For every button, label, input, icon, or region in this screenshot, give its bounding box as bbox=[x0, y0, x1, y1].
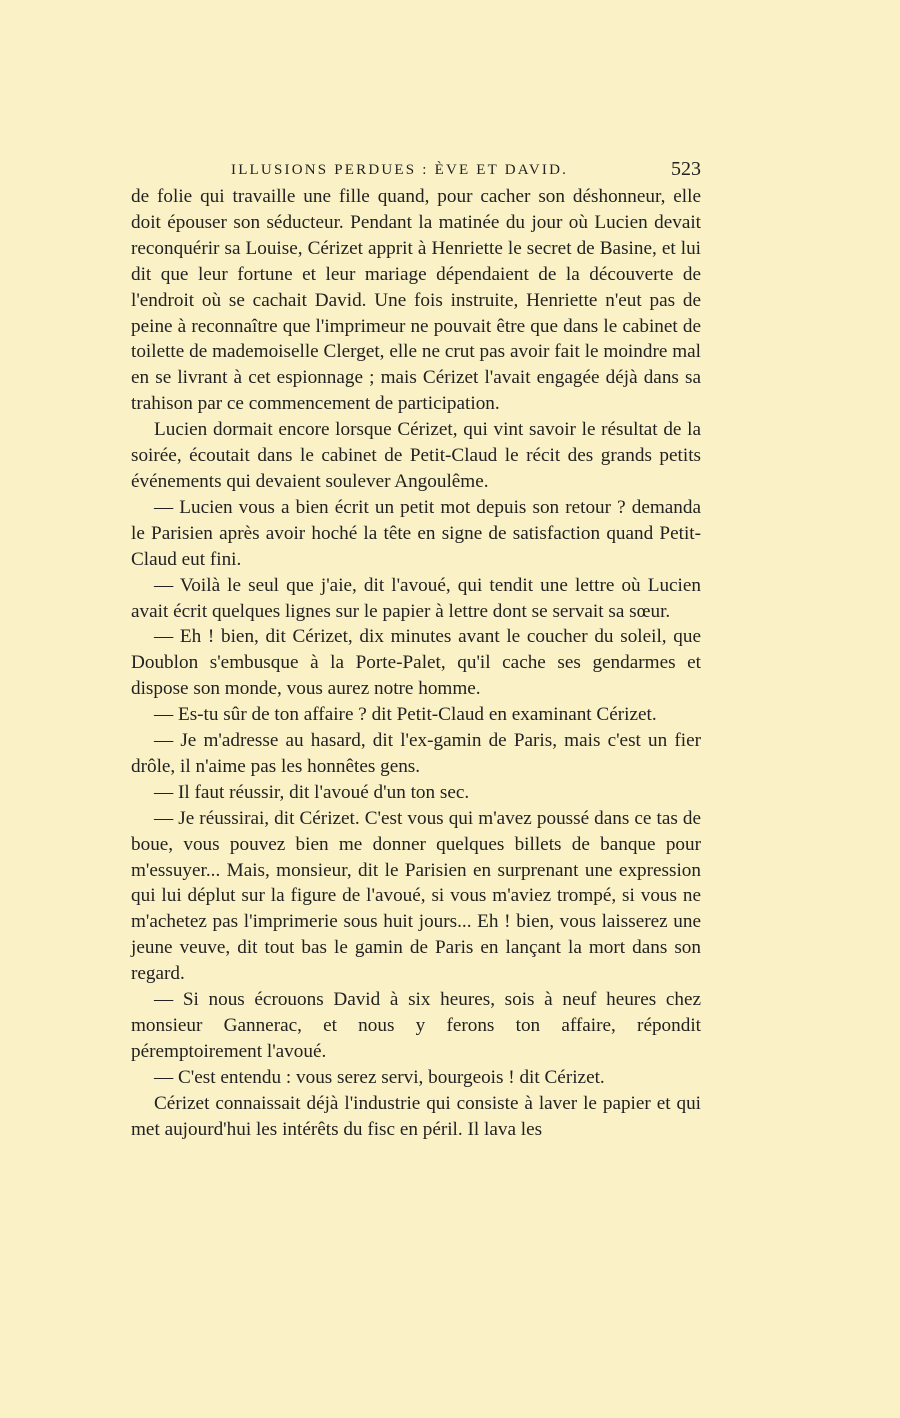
body-text bbox=[131, 184, 701, 1143]
paragraph: — Lucien vous a bien écrit un petit mot depuis son retour ? demanda le Parisien après avoir hoché la tête en signe de satisfaction quand Petit-Claud eut fini. bbox=[131, 496, 701, 570]
paragraph: — Si nous écrouons David à six heures, sois à neuf heures chez monsieur Gannerac, et nous y ferons ton affaire, répondit péremptoirement l'avoué. bbox=[131, 989, 701, 1062]
paragraph: Cérizet connaissait déjà l'industrie qui consiste à laver le papier et qui met aujourd'hui les intérêts du fisc en péril. Il lava les bbox=[131, 1092, 701, 1140]
paragraph: — Voilà le seul que j'aie, dit l'avoué, qui tendit une lettre où Lucien avait écrit quelques lignes sur le papier à lettre dont se servait sa sœur. bbox=[131, 574, 701, 622]
paragraph: — Je m'adresse au hasard, dit l'ex-gamin de Paris, mais c'est un fier drôle, il n'aime pas les honnêtes gens. bbox=[131, 730, 701, 777]
running-title: ILLUSIONS PERDUES : ÈVE ET DAVID. bbox=[231, 162, 569, 178]
paragraph: — Il faut réussir, dit l'avoué d'un ton sec. bbox=[154, 781, 470, 803]
paragraph: — Eh ! bien, dit Cérizet, dix minutes avant le coucher du soleil, que Doublon s'embusque à la Porte-Palet, qu'il cache ses gendarmes et dispose son monde, vous aurez notre homme. bbox=[131, 626, 701, 700]
paragraph: — Es-tu sûr de ton affaire ? dit Petit-Claud en examinant Cérizet. bbox=[154, 704, 657, 726]
paragraph: de folie qui travaille une fille quand, pour cacher son déshonneur, elle doit épouser son séducteur. Pendant la matinée du jour où Lucien devait reconquérir sa Louise, Cérizet apprit à Henriette le secret de Basine, et lui dit que leur fortune et leur mariage dépendaient de la découverte de l'endroit où se cachait David. Une fois instruite, Henriette n'eut pas de peine à reconnaître que l'imprimeur ne pouvait être que dans le cabinet de toilette de mademoiselle Clerget, elle ne crut pas avoir fait le moindre mal en se livrant à cet espionnage ; mais Cérizet l'avait engagée déjà dans sa trahison par ce commencement de participation. bbox=[131, 186, 701, 415]
paragraph: — C'est entendu : vous serez servi, bourgeois ! dit Cérizet. bbox=[154, 1066, 605, 1088]
paragraph: Lucien dormait encore lorsque Cérizet, qui vint savoir le résultat de la soirée, écoutait dans le cabinet de Petit-Claud le récit des grands petits événements qui devaient soulever Angoulême. bbox=[131, 419, 701, 492]
paragraph: — Je réussirai, dit Cérizet. C'est vous qui m'avez poussé dans ce tas de boue, vous pouvez bien me donner quelques billets de banque pour m'essuyer... Mais, monsieur, dit le Parisien en surprenant une expression qui lui déplut sur la figure de l'avoué, si vous m'aviez trompé, si vous ne m'achetez pas l'imprimerie sous huit jours... Eh ! bien, vous laisserez une jeune veuve, dit tout bas le gamin de Paris en lançant la mort dans son regard. bbox=[131, 807, 701, 985]
page-number: 523 bbox=[671, 158, 701, 180]
